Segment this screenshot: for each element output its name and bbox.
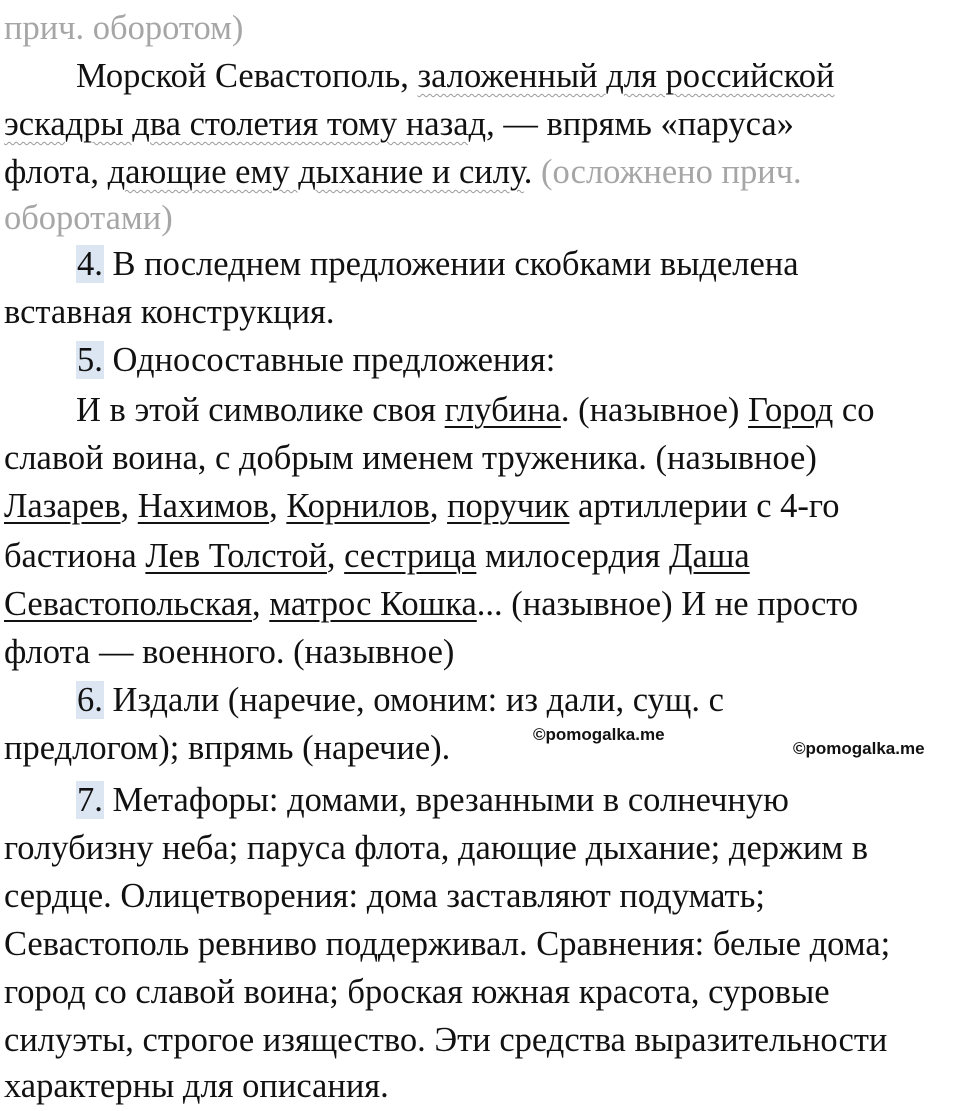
text-line: эскадры два столетия тому назад, — впрямь «паруса» [4, 105, 794, 143]
underlined-word: матрос Кошка [269, 585, 477, 623]
text-line: бастиона Лев Толстой, сестрица милосердия Даша [4, 537, 750, 575]
item-number: 4. [77, 245, 103, 283]
annotation: (осложнено прич. [541, 153, 802, 191]
watermark: ©pomogalka.me [533, 725, 665, 744]
text-line: Севастопольская, матрос Кошка... (назывное) И не просто [4, 585, 859, 623]
text-line: Лазарев, Нахимов, Корнилов, поручик артиллерии с 4-го [4, 487, 840, 525]
item-5: 5. Односоставные предложения: [77, 341, 556, 379]
text-line: прич. оборотом) [4, 9, 244, 47]
item-7: 7. Метафоры: домами, врезанными в солнечную [77, 781, 789, 819]
underlined-word: Лазарев [4, 487, 121, 525]
underlined-word: Корнилов [286, 487, 430, 525]
participial-phrase: эскадры два столетия тому назад [4, 105, 487, 143]
underlined-word: Город [748, 391, 834, 429]
underlined-word: Даша [668, 537, 750, 575]
underlined-word: Лев Толстой [145, 537, 327, 575]
underlined-word: Нахимов [137, 487, 270, 525]
underlined-word: Севастопольская [4, 585, 253, 623]
text-line: флота — военного. (назывное) [4, 633, 455, 671]
underlined-word: поручик [447, 487, 570, 525]
participial-phrase: заложенный для российской [417, 57, 835, 95]
item-number: 7. [77, 781, 103, 819]
text-line: славой воина, с добрым именем труженика. (назывное) [4, 439, 817, 477]
item-6: 6. Издали (наречие, омоним: из дали, сущ. с [77, 681, 724, 719]
watermark: ©pomogalka.me [793, 739, 925, 758]
text-line: оборотами) [4, 199, 173, 237]
item-number: 5. [77, 341, 103, 379]
text-line: И в этой символике своя глубина. (назывное) Город со [76, 391, 875, 429]
text-line: флота, дающие ему дыхание и силу. (осложнено прич. [4, 153, 802, 191]
participial-phrase: дающие ему дыхание и силу [107, 153, 524, 191]
text-line: Севастополь ревниво поддерживал. Сравнения: белые дома; [4, 925, 891, 963]
text-line: характерны для описания. [4, 1067, 389, 1105]
text-line: предлогом); впрямь (наречие). [4, 729, 451, 767]
underlined-word: сестрица [344, 537, 477, 575]
text-line: вставная конструкция. [4, 293, 335, 331]
text-line: силуэты, строгое изящество. Эти средства выразительности [4, 1021, 888, 1059]
text-line: Морской Севастополь, заложенный для российской [76, 57, 835, 95]
text-line: сердце. Олицетворения: дома заставляют подумать; [4, 877, 765, 915]
underlined-word: глубина [444, 391, 561, 429]
text-line: город со славой воина; броская южная красота, суровые [4, 973, 830, 1011]
item-number: 6. [77, 681, 103, 719]
text-line: голубизну неба; паруса флота, дающие дыхание; держим в [4, 829, 869, 867]
item-4: 4. В последнем предложении скобками выделена [77, 245, 799, 283]
